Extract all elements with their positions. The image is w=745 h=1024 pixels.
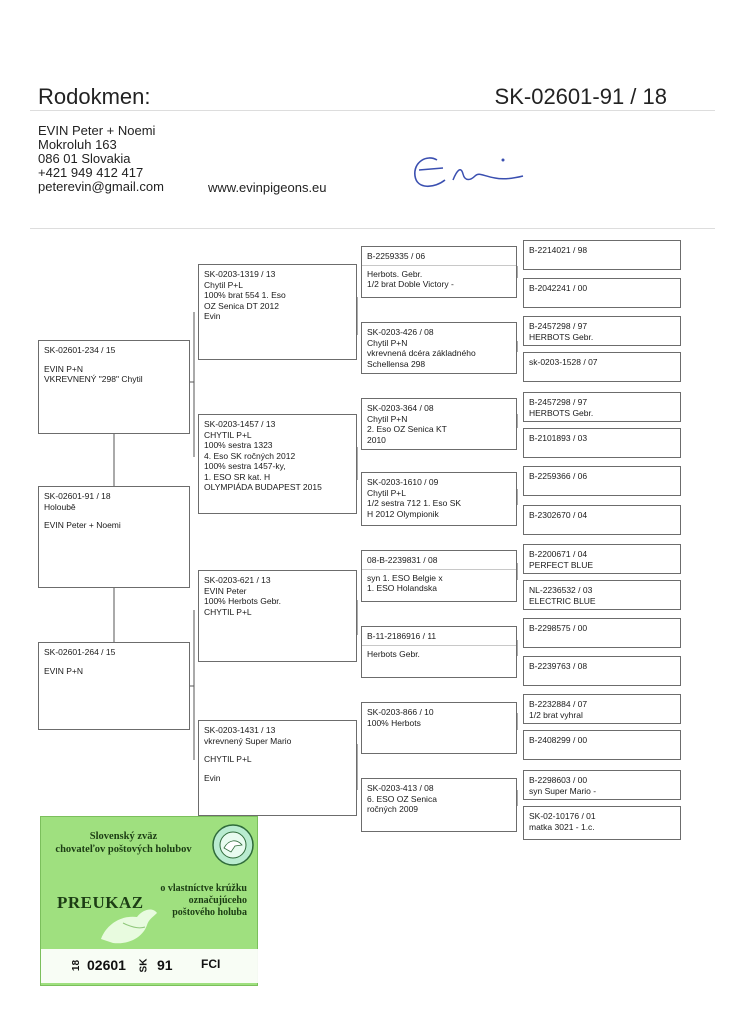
gen4-card: [523, 544, 681, 574]
card-desc-line3: poštového holuba: [172, 907, 247, 918]
gen4-line: HERBOTS Gebr.: [529, 331, 594, 342]
card-ring-id: 91: [157, 957, 173, 973]
owner-email[interactable]: peterevin@gmail.com: [38, 179, 164, 194]
great-grandparent-card: [361, 398, 517, 450]
spacer: [204, 765, 351, 773]
owner-phone: +421 949 412 417: [38, 165, 144, 180]
gg-line: 2. Eso OZ Senica KT: [367, 424, 447, 434]
gen4-line: B-2042241 / 00: [529, 283, 588, 293]
gen4-line: sk-0203-1528 / 07: [529, 357, 598, 367]
gg-line: Chytil P+N: [367, 337, 408, 348]
card-desc-line1: o vlastníctve krúžku: [160, 883, 247, 894]
gen4-line: B-2214021 / 98: [529, 245, 588, 255]
document-title: Rodokmen:: [38, 84, 151, 109]
pigeon-card: [38, 486, 190, 588]
pedigree-ring-number: SK-02601-91 / 18: [494, 84, 667, 109]
great-grandparent-card: [361, 472, 517, 526]
card-ring-number: 02601: [87, 957, 126, 973]
gen4-card: [523, 656, 681, 686]
gen4-line: B-2302670 / 04: [529, 510, 588, 520]
gg-line: 1/2 brat Doble Victory -: [367, 279, 454, 289]
ring-certificate: [40, 816, 258, 986]
gen4-line: B-2101893 / 03: [529, 433, 588, 443]
father-note: VKREVNENÝ "298" Chytil: [44, 374, 143, 384]
great-grandparent-card: [361, 550, 517, 602]
grandparent-line: OLYMPIÁDA BUDAPEST 2015: [204, 482, 322, 492]
mother-breeder: EVIN P+N: [44, 665, 83, 676]
owner-name: EVIN Peter + Noemi: [38, 123, 156, 138]
header-divider: [30, 110, 715, 111]
grandparent-line: 100% brat 554 1. Eso: [204, 290, 286, 300]
gen4-line: B-2298575 / 00: [529, 623, 588, 633]
gg-line: syn 1. ESO Belgie x: [367, 572, 443, 583]
grandparent-line: CHYTIL P+L: [204, 429, 252, 440]
gen4-line: SK-02-10176 / 01: [529, 811, 596, 821]
gg-line: Chytil P+N: [367, 413, 408, 424]
grandparent-line: OZ Senica DT 2012: [204, 300, 279, 311]
gg-line: ročných 2009: [367, 804, 419, 814]
gen4-card: [523, 730, 681, 760]
gen4-line: HERBOTS Gebr.: [529, 407, 594, 418]
spacer: [44, 512, 184, 520]
owner-street: Mokroluh 163: [38, 137, 117, 152]
separator: [362, 645, 516, 646]
owner-city: 086 01 Slovakia: [38, 151, 131, 166]
gg-line: B-2259335 / 06: [367, 251, 426, 261]
spacer: [44, 658, 184, 666]
card-title: PREUKAZ: [57, 893, 144, 912]
owner-contact: [38, 124, 164, 194]
pigeon-owner: EVIN Peter + Noemi: [44, 520, 121, 530]
father-card: [38, 340, 190, 434]
gen4-line: PERFECT BLUE: [529, 559, 594, 570]
gen4-card: [523, 505, 681, 535]
gg-line: Chytil P+L: [367, 487, 406, 498]
separator: [362, 265, 516, 266]
owner-website[interactable]: www.evinpigeons.eu: [208, 180, 327, 195]
gen4-card: [523, 694, 681, 724]
card-desc-line2: označujúceho: [188, 895, 247, 906]
grandparent-line: Evin: [204, 311, 221, 321]
grandparent-line: 100% Herbots Gebr.: [204, 596, 282, 606]
card-ring-year: 18: [71, 959, 83, 972]
grandparent-line: SK-0203-1319 / 13: [204, 269, 276, 279]
gg-line: SK-0203-364 / 08: [367, 403, 434, 413]
gg-line: 1. ESO Holandska: [367, 583, 437, 593]
gen4-line: B-2200671 / 04: [529, 549, 588, 559]
father-ring: SK-02601-234 / 15: [44, 345, 116, 355]
gg-line: SK-0203-413 / 08: [367, 783, 434, 793]
grandparent-line: Evin: [204, 772, 221, 783]
section-divider: [30, 228, 715, 229]
gen4-line: B-2298603 / 00: [529, 775, 588, 785]
grandparent-line: SK-0203-621 / 13: [204, 575, 271, 585]
gg-line: SK-0203-866 / 10: [367, 707, 434, 717]
gg-line: Herbots Gebr.: [367, 648, 420, 659]
gen4-line: B-2408299 / 00: [529, 735, 588, 745]
great-grandparent-card: [361, 702, 517, 754]
card-org-line2: chovateľov poštových holubov: [55, 844, 192, 855]
card-org-line1: Slovenský zväz: [89, 831, 158, 842]
gen4-card: [523, 428, 681, 458]
separator: [362, 569, 516, 570]
gen4-card: [523, 240, 681, 270]
gen4-card: [523, 392, 681, 422]
grandparent-line: CHYTIL P+L: [204, 606, 252, 617]
great-grandparent-card: [361, 778, 517, 832]
pigeon-ring: SK-02601-91 / 18: [44, 491, 111, 501]
gen4-card: [523, 806, 681, 840]
grandparent-line: 100% sestra 1457-ky,: [204, 461, 286, 471]
gg-line: 2010: [367, 434, 386, 445]
grandparent-line: EVIN Peter: [204, 585, 247, 596]
mother-ring: SK-02601-264 / 15: [44, 647, 116, 657]
gen4-line: B-2457298 / 97: [529, 321, 588, 331]
gen4-line: NL-2236532 / 03: [529, 585, 593, 595]
gg-line: 100% Herbots: [367, 717, 421, 728]
gg-line: 08-B-2239831 / 08: [367, 555, 438, 565]
association-emblem-icon: [211, 823, 255, 867]
gg-line: B-11-2186916 / 11: [367, 631, 437, 641]
gg-line: vkrevnená dcéra základného: [367, 348, 476, 358]
grandparent-line: Chytil P+L: [204, 279, 243, 290]
grandparent-mm-card: [198, 720, 357, 816]
gen4-card: [523, 278, 681, 308]
gg-line: SK-0203-1610 / 09: [367, 477, 439, 487]
grandparent-line: 1. ESO SR kat. H: [204, 471, 271, 482]
gg-line: Schellensa 298: [367, 358, 426, 369]
grandparent-line: SK-0203-1431 / 13: [204, 725, 276, 735]
grandparent-ff-card: [198, 264, 357, 360]
gen4-line: B-2259366 / 06: [529, 471, 588, 481]
gg-line: 6. ESO OZ Senica: [367, 793, 437, 804]
grandparent-line: 4. Eso SK ročných 2012: [204, 450, 296, 461]
gen4-card: [523, 580, 681, 610]
card-ring-country: SK: [138, 958, 150, 973]
grandparent-fm-card: [198, 414, 357, 514]
gen4-card: [523, 770, 681, 800]
spacer: [204, 746, 351, 754]
mother-card: [38, 642, 190, 730]
gen4-card: [523, 352, 681, 382]
gg-line: 1/2 sestra 712 1. Eso SK: [367, 498, 462, 508]
grandparent-line: 100% sestra 1323: [204, 440, 273, 450]
gen4-line: B-2239763 / 08: [529, 661, 588, 671]
grandparent-line: SK-0203-1457 / 13: [204, 419, 276, 429]
card-federation: FCI: [201, 957, 221, 971]
great-grandparent-card: [361, 626, 517, 678]
gen4-line: ELECTRIC BLUE: [529, 595, 596, 606]
spacer: [44, 356, 184, 364]
grandparent-mf-card: [198, 570, 357, 662]
gen4-card: [523, 466, 681, 496]
gen4-line: syn Super Mario -: [529, 785, 597, 796]
gen4-line: B-2457298 / 97: [529, 397, 588, 407]
grandparent-line: CHYTIL P+L: [204, 754, 252, 764]
gen4-line: matka 3021 - 1.c.: [529, 821, 595, 832]
gen4-line: 1/2 brat vyhral: [529, 709, 583, 720]
pigeon-type: Holoubě: [44, 501, 76, 512]
gen4-card: [523, 618, 681, 648]
grandparent-line: vkrevnený Super Mario: [204, 735, 292, 746]
signature: [405, 140, 535, 200]
great-grandparent-card: [361, 246, 517, 298]
gg-line: H 2012 Olympionik: [367, 508, 439, 519]
great-grandparent-card: [361, 322, 517, 374]
gg-line: Herbots. Gebr.: [367, 268, 423, 279]
gen4-card: [523, 316, 681, 346]
gg-line: SK-0203-426 / 08: [367, 327, 434, 337]
gen4-line: B-2232884 / 07: [529, 699, 588, 709]
father-breeder: EVIN P+N: [44, 363, 83, 374]
